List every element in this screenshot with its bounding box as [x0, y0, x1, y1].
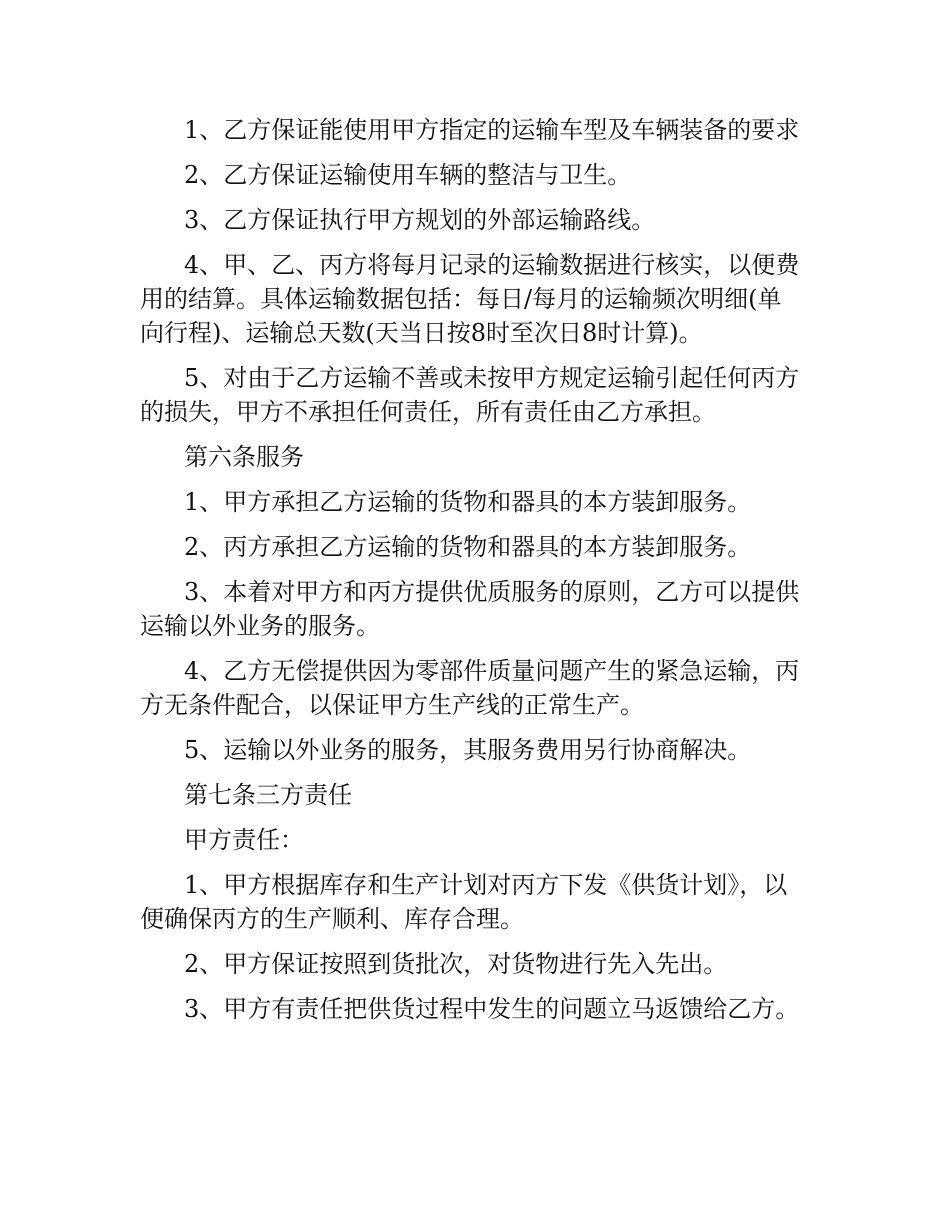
paragraph-requirement-3: 3、乙方保证执行甲方规划的外部运输路线。: [184, 206, 656, 234]
paragraph-responsibility-3: 3、甲方有责任把供货过程中发生的问题立马返馈给乙方。: [184, 995, 800, 1023]
paragraph-service-3: 3、本着对甲方和丙方提供优质服务的原则，乙方可以提供运输以外业务的服务。: [140, 578, 800, 640]
paragraph-responsibility-2: 2、甲方保证按照到货批次，对货物进行先入先出。: [184, 950, 728, 978]
paragraph-service-5: 5、运输以外业务的服务，其服务费用另行协商解决。: [184, 736, 752, 764]
paragraph-requirement-2: 2、乙方保证运输使用车辆的整洁与卫生。: [184, 161, 632, 189]
section-heading-service: 第六条服务: [184, 443, 304, 471]
paragraph-service-1: 1、甲方承担乙方运输的货物和器具的本方装卸服务。: [184, 488, 752, 516]
document-body: [140, 113, 805, 1037]
paragraph-requirement-5: 5、对由于乙方运输不善或未按甲方规定运输引起任何丙方的损失，甲方不承担任何责任，所有责任由乙方承担。: [140, 364, 800, 426]
subheading-party-a-responsibility: 甲方责任：: [184, 826, 304, 854]
paragraph-responsibility-1: 1、甲方根据库存和生产计划对丙方下发《供货计划》，以便确保丙方的生产顺利、库存合理。: [140, 871, 788, 933]
paragraph-service-2: 2、丙方承担乙方运输的货物和器具的本方装卸服务。: [184, 533, 752, 561]
paragraph-service-4: 4、乙方无偿提供因为零部件质量问题产生的紧急运输，丙方无条件配合，以保证甲方生产线的正常生产。: [140, 657, 800, 719]
section-heading-responsibility: 第七条三方责任: [184, 781, 352, 809]
paragraph-requirement-4: 4、甲、乙、丙方将每月记录的运输数据进行核实，以便费用的结算。具体运输数据包括：每日/每月的运输频次明细(单向行程)、运输总天数(天当日按8时至次日8时计算)。: [140, 251, 800, 347]
paragraph-requirement-1: 1、乙方保证能使用甲方指定的运输车型及车辆装备的要求: [184, 116, 800, 144]
